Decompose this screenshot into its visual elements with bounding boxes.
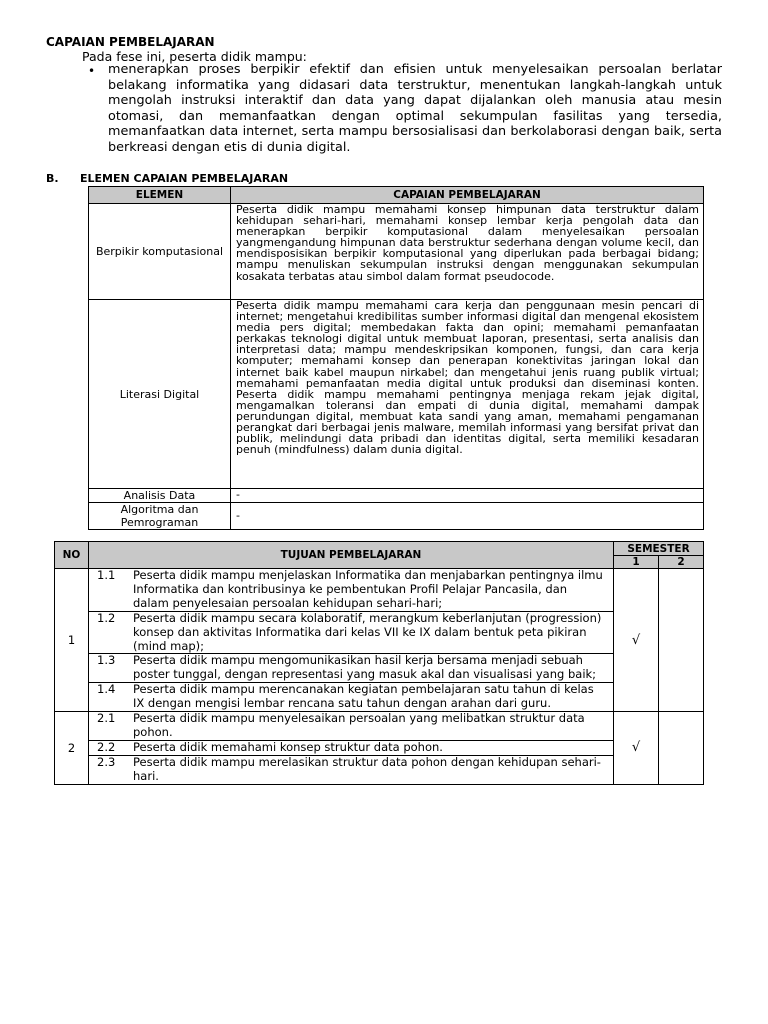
item-text: Peserta didik mampu menjelaskan Informatika dan menjabarkan pentingnya ilmu Informatika dan kontribusinya ke pembentukan Profil Pelajar Pancasila, dan dalam penyelesaian persoalan kehidupan sehari-hari; — [133, 568, 603, 610]
elemen-table-header — [89, 187, 704, 204]
semester-2-cell — [659, 569, 704, 712]
tujuan-cell — [89, 569, 614, 712]
item-number: 2.1 — [97, 711, 116, 726]
header-semester-1: 1 — [614, 556, 659, 569]
item-text: Peserta didik memahami konsep struktur data pohon. — [133, 739, 443, 754]
list-item — [89, 569, 613, 612]
header-semester-2: 2 — [659, 556, 704, 569]
item-text: Peserta didik mampu merelasikan struktur data pohon dengan kehidupan sehari-hari. — [133, 754, 601, 783]
item-text: Peserta didik mampu mengomunikasikan hasil kerja bersama menjadi sebuah poster tunggal, dengan representasi yang masuk akal dan visualisasi yang baik; — [133, 653, 597, 682]
list-item — [89, 654, 613, 683]
list-item — [89, 612, 613, 655]
list-item — [89, 756, 613, 784]
header-no: NO — [55, 542, 89, 569]
list-item — [89, 683, 613, 711]
table-row — [89, 503, 704, 530]
item-number: 2.3 — [97, 754, 116, 769]
item-number: 1.3 — [97, 653, 116, 668]
elemen-cell: Algoritma dan Pemrograman — [89, 503, 231, 530]
row-number: 1 — [55, 569, 89, 712]
bullet-icon: • — [88, 64, 96, 78]
table-row — [89, 300, 704, 489]
item-text: Peserta didik mampu secara kolaboratif, merangkum keberlanjutan (progression) konsep dan aktivitas Informatika dari kelas VII ke IX dalam bentuk peta pikiran (mind map); — [133, 610, 602, 653]
section-title: ELEMEN CAPAIAN PEMBELAJARAN — [80, 172, 289, 185]
capaian-intro: Pada fese ini, peserta didik mampu: — [82, 49, 307, 64]
header-tujuan: TUJUAN PEMBELAJARAN — [89, 542, 614, 569]
list-item — [89, 741, 613, 756]
item-text: Peserta didik mampu merencanakan kegiatan pembelajaran satu tahun di kelas IX dengan mengisi lembar rencana satu tahun dengan arahan dari guru. — [133, 682, 594, 711]
table-row — [89, 204, 704, 300]
capaian-cell: - — [231, 503, 704, 530]
elemen-table — [88, 186, 704, 530]
row-number: 2 — [55, 712, 89, 785]
elemen-cell: Literasi Digital — [89, 300, 231, 489]
semester-2-cell — [659, 712, 704, 785]
table-row — [55, 712, 704, 785]
capaian-cell: Peserta didik mampu memahami cara kerja dan penggunaan mesin pencari di internet; mengetahui kredibilitas sumber informasi digital dan mengenal ekosistem media pers digital; membedakan fakta dan opini; memahami pemanfaatan perkakas teknologi digital untuk membuat laporan, presentasi, serta analisis dan interpretasi data; mampu mendeskripsikan komponen, fungsi, dan cara kerja komputer; memahami konsep dan penerapan konektivitas jaringan lokal dan internet baik kabel maupun nirkabel; dan mengetahui jenis ruang publik virtual; memahami pemanfaatan media digital untuk produksi dan diseminasi konten. Peserta didik mampu memahami pentingnya menjaga rekam jejak digital, mengamalkan toleransi dan empati di dunia digital, memahami dampak perundungan digital, membuat kata sandi yang aman, memahami pengamanan perangkat dari berbagai jenis malware, memilah informasi yang bersifat privat dan publik, melindungi data pribadi dan identitas digital, serta memiliki kesadaran penuh (mindfulness) dalam dunia digital. — [231, 300, 704, 489]
tujuan-header-row — [55, 542, 704, 556]
header-semester: SEMESTER — [614, 542, 704, 556]
list-item — [89, 712, 613, 741]
elemen-cell: Analisis Data — [89, 489, 231, 503]
item-text: Peserta didik mampu menyelesaikan persoalan yang melibatkan struktur data pohon. — [133, 711, 585, 739]
capaian-title: CAPAIAN PEMBELAJARAN — [46, 35, 215, 49]
table-row — [89, 489, 704, 503]
tujuan-table — [54, 541, 704, 785]
section-heading — [46, 172, 288, 185]
item-number: 1.1 — [97, 568, 116, 582]
item-number: 2.2 — [97, 739, 116, 754]
tujuan-cell — [89, 712, 614, 785]
header-capaian: CAPAIAN PEMBELAJARAN — [231, 187, 704, 204]
item-number: 1.2 — [97, 610, 116, 625]
capaian-cell: Peserta didik mampu memahami konsep himpunan data terstruktur dalam kehidupan sehari-hari, memahami konsep lembar kerja pengolah data dan menerapkan berpikir komputasional dalam menyelesaikan persoalan yangmengandung himpunan data berstruktur sederhana dengan volume kecil, dan mendisposisikan berpikir komputasional yang diperlukan pada berbagai bidang; mampu menuliskan sekumpulan instruksi dengan menggunakan sekumpulan kosakata terbatas atau simbol dalam format pseudocode. — [231, 204, 704, 300]
item-number: 1.4 — [97, 682, 116, 697]
check-icon: √ — [614, 569, 659, 712]
elemen-cell: Berpikir komputasional — [89, 204, 231, 300]
capaian-cell: - — [231, 489, 704, 503]
header-elemen: ELEMEN — [89, 187, 231, 204]
section-letter: B. — [46, 172, 59, 185]
capaian-paragraph: menerapkan proses berpikir efektif dan efisien untuk menyelesaikan persoalan berlatar belakang informatika yang didasari data terstruktur, menentukan langkah-langkah untuk mengolah instruksi interaktif dan data yang dapat dijalankan oleh manusia atau mesin otomasi, dan memanfaatkan dengan optimal sekumpulan fasilitas yang tersedia, memanfaatkan data internet, serta mampu bersosialisasi dan berkolaborasi dengan baik, serta berkreasi dengan etis di dunia digital. — [108, 62, 722, 155]
check-icon: √ — [614, 712, 659, 785]
table-row — [55, 569, 704, 712]
